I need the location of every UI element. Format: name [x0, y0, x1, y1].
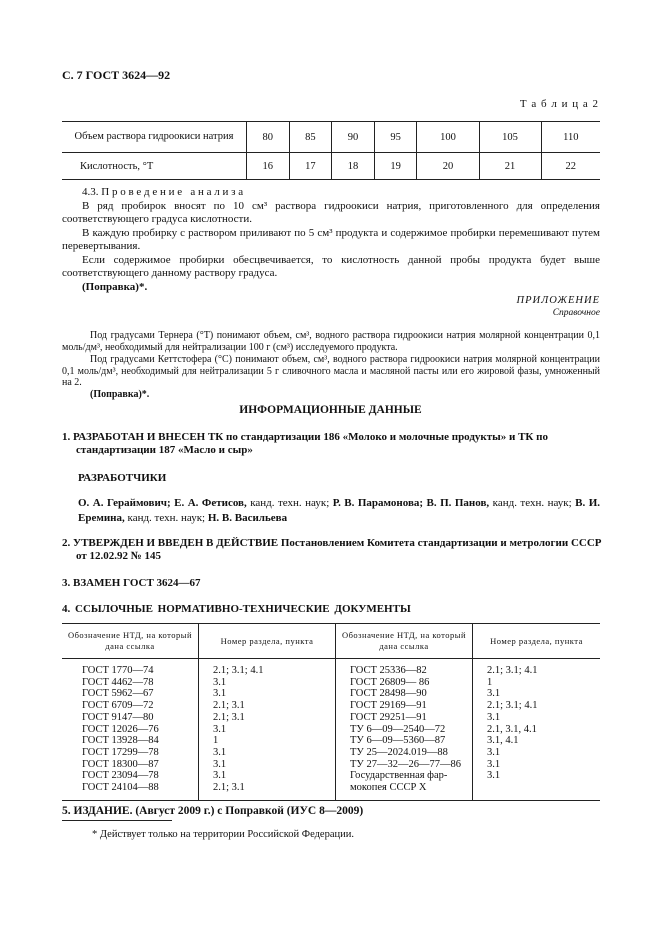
ref-doc-cell: ГОСТ 28498—90	[336, 688, 473, 700]
info-item-5: 5. ИЗДАНИЕ. (Август 2009 г.) с Поправкой (ИУС 8—2009)	[62, 805, 364, 817]
developer-title: канд. техн. наук;	[124, 512, 206, 524]
appendix-title: ПРИЛОЖЕНИЕ	[516, 295, 600, 306]
cell: 110	[541, 122, 600, 153]
section-4-3-p3: Если содержимое пробирки обесцвечивается, то кислотность данной пробы продукта будет выше соответствующего данному раствору градуса.	[62, 254, 600, 279]
ref-header-sec: Номер раздела, пункта	[199, 624, 336, 659]
ref-section-cell: 3.1	[199, 688, 336, 700]
table-row	[62, 759, 600, 771]
developer-title: канд. техн. наук;	[489, 497, 572, 509]
cell: 90	[332, 122, 375, 153]
ref-doc-cell: ГОСТ 1770—74	[82, 665, 154, 676]
ref-section-cell: 1	[199, 735, 336, 747]
table-row	[62, 677, 600, 689]
ref-section-cell: 3.1	[473, 712, 601, 724]
ref-doc-cell: ГОСТ 24104—88	[82, 782, 159, 794]
ref-doc-cell: ТУ 6—09—2540—72	[336, 724, 473, 736]
cell: 85	[289, 122, 332, 153]
ref-doc-cell: ГОСТ 4462—78	[82, 676, 154, 688]
cell: 17	[289, 153, 332, 180]
cell: 105	[479, 122, 541, 153]
table-row	[62, 700, 600, 712]
ref-section-cell: 3.1	[199, 759, 336, 771]
footnote: * Действует только на территории Российской Федерации.	[92, 829, 354, 840]
ref-doc-cell: ГОСТ 23094—78	[82, 770, 159, 782]
info-item-1: 1. РАЗРАБОТАН И ВНЕСЕН ТК по стандартизации 186 «Молоко и молочные продукты» и ТК по стандартизации 187 «Масло и сыр»	[62, 431, 548, 456]
ref-doc-cell: ГОСТ 25336—82	[336, 659, 473, 677]
appendix-p1: Под градусами Тернера (°Т) понимают объем, см³, водного раствора гидроокиси натрия молярной концентрации 0,1 моль/дм³, необходимый для нейтрализации 100 г (см³) исследуемого продукта.	[62, 330, 600, 353]
developer-name: О. А. Гераймович;	[78, 497, 171, 509]
ref-section-cell: 2.1; 3.1; 4.1	[473, 700, 601, 712]
cell: 95	[374, 122, 417, 153]
ref-doc-cell: Государственная фар-	[336, 770, 473, 782]
table-row	[62, 724, 600, 736]
ref-doc-cell: мокопея СССР X	[336, 782, 473, 800]
section-4-3-amend: (Поправка)*.	[82, 281, 148, 293]
ref-doc-cell: ТУ 25—2024.019—88	[336, 747, 473, 759]
ref-doc-cell: ГОСТ 17299—78	[82, 746, 159, 758]
cell: 21	[479, 153, 541, 180]
table-row	[62, 688, 600, 700]
ref-doc-cell: ГОСТ 9147—80	[82, 711, 154, 723]
appendix-subtitle: Справочное	[552, 308, 600, 318]
developers-list	[78, 496, 600, 526]
cell: 100	[417, 122, 479, 153]
row2-label: Кислотность, °Т	[80, 160, 154, 172]
ref-section-cell: 1	[473, 677, 601, 689]
developer-name: Е. А. Фетисов,	[174, 497, 247, 509]
developer-name: В. П. Панов,	[426, 497, 490, 509]
ref-header-doc: Обозначение НТД, на который дана ссылка	[336, 624, 473, 659]
ref-section-cell: 3.1	[199, 724, 336, 736]
ref-section-cell: 3.1	[473, 770, 601, 782]
table-row	[62, 659, 600, 677]
ref-doc-cell: ГОСТ 6709—72	[82, 700, 154, 712]
ref-section-cell: 3.1	[199, 770, 336, 782]
ref-section-cell: 3.1	[199, 677, 336, 689]
ref-section-cell: 2.1; 3.1	[199, 712, 336, 724]
ref-doc-cell: ГОСТ 29251—91	[336, 712, 473, 724]
info-item-2: 2. УТВЕРЖДЕН И ВВЕДЕН В ДЕЙСТВИЕ Постановлением Комитета стандартизации и метрологии СССР от 12.02.92 № 145	[62, 537, 602, 562]
developer-name: В. И. Еремина,	[78, 497, 601, 524]
table-row	[62, 782, 600, 800]
ref-section-cell: 3.1	[473, 747, 601, 759]
table-row-acidity	[62, 153, 600, 180]
appendix-amend: (Поправка)*.	[90, 389, 150, 400]
info-item-4: 4. ССЫЛОЧНЫЕ НОРМАТИВНО-ТЕХНИЧЕСКИЕ ДОКУМЕНТЫ	[62, 603, 411, 615]
ref-doc-cell: ГОСТ 13928—84	[82, 735, 159, 747]
developer-name: Н. В. Васильева	[207, 512, 288, 524]
ref-doc-cell: ТУ 27—32—26—77—86	[336, 759, 473, 771]
table-row	[62, 735, 600, 747]
section-4-3-p1: В ряд пробирок вносят по 10 см³ раствора гидроокиси натрия, приготовленного для определения соответствующего градуса кислотности.	[62, 200, 600, 225]
ref-doc-cell: ГОСТ 26809— 86	[336, 677, 473, 689]
ref-section-cell: 3.1	[199, 747, 336, 759]
table-row	[62, 712, 600, 724]
ref-section-cell: 3.1	[473, 759, 601, 771]
cell: 80	[247, 122, 290, 153]
ref-header-sec: Номер раздела, пункта	[473, 624, 601, 659]
ref-doc-cell: ГОСТ 29169—91	[336, 700, 473, 712]
appendix-p2: Под градусами Кеттстофера (°С) понимают объем, см³, водного раствора гидроокиси натрия молярной концентрации 0,1 моль/дм³, необходимый для нейтрализации 5 г сливочного масла и масляной пасты или его жировой фазы, умноженный на 2.	[62, 354, 600, 389]
table-row	[62, 747, 600, 759]
ref-doc-cell: ГОСТ 5962—67	[82, 688, 154, 700]
ref-section-cell: 3.1, 4.1	[473, 735, 601, 747]
ref-section-cell: 2.1, 3.1, 4.1	[473, 724, 601, 736]
ref-section-cell: 2.1; 3.1; 4.1	[473, 659, 601, 677]
ref-doc-cell: ГОСТ 18300—87	[82, 758, 159, 770]
row1-label: Объем раствора гидроокиси натрия	[62, 122, 247, 153]
ref-section-cell: 2.1; 3.1	[199, 700, 336, 712]
ref-section-cell: 3.1	[473, 688, 601, 700]
cell: 18	[332, 153, 375, 180]
info-item-3: 3. ВЗАМЕН ГОСТ 3624—67	[62, 577, 201, 589]
ref-table-body	[62, 659, 600, 801]
table-caption: Т а б л и ц а 2	[519, 98, 599, 110]
ref-section-cell: 2.1; 3.1	[199, 782, 336, 800]
developers-heading: РАЗРАБОТЧИКИ	[78, 472, 167, 484]
ref-doc-cell: ТУ 6—09—5360—87	[336, 735, 473, 747]
section-4-3-heading: 4.3. П р о в е д е н и е а н а л и з а	[82, 186, 244, 198]
developer-title: канд. техн. наук;	[246, 497, 330, 509]
ref-section-cell: 2.1; 3.1; 4.1	[199, 659, 336, 677]
table-row-volume	[62, 122, 600, 153]
section-4-3-p2: В каждую пробирку с раствором приливают по 5 см³ продукта и содержимое пробирки перемешивают путем перевертывания.	[62, 227, 600, 252]
developer-name: Р. В. Парамонова;	[332, 497, 424, 509]
ref-doc-cell: ГОСТ 12026—76	[82, 723, 159, 735]
table-row	[62, 770, 600, 782]
table-2	[62, 121, 600, 180]
ref-table	[62, 623, 600, 801]
cell: 16	[247, 153, 290, 180]
ref-header-doc: Обозначение НТД, на который дана ссылка	[62, 624, 199, 659]
footnote-divider	[62, 820, 172, 821]
ref-table-header	[62, 624, 600, 659]
cell: 19	[374, 153, 417, 180]
page-header: С. 7 ГОСТ 3624—92	[62, 68, 171, 82]
ref-section-cell	[473, 782, 601, 800]
info-title: ИНФОРМАЦИОННЫЕ ДАННЫЕ	[239, 404, 422, 416]
cell: 20	[417, 153, 479, 180]
cell: 22	[541, 153, 600, 180]
